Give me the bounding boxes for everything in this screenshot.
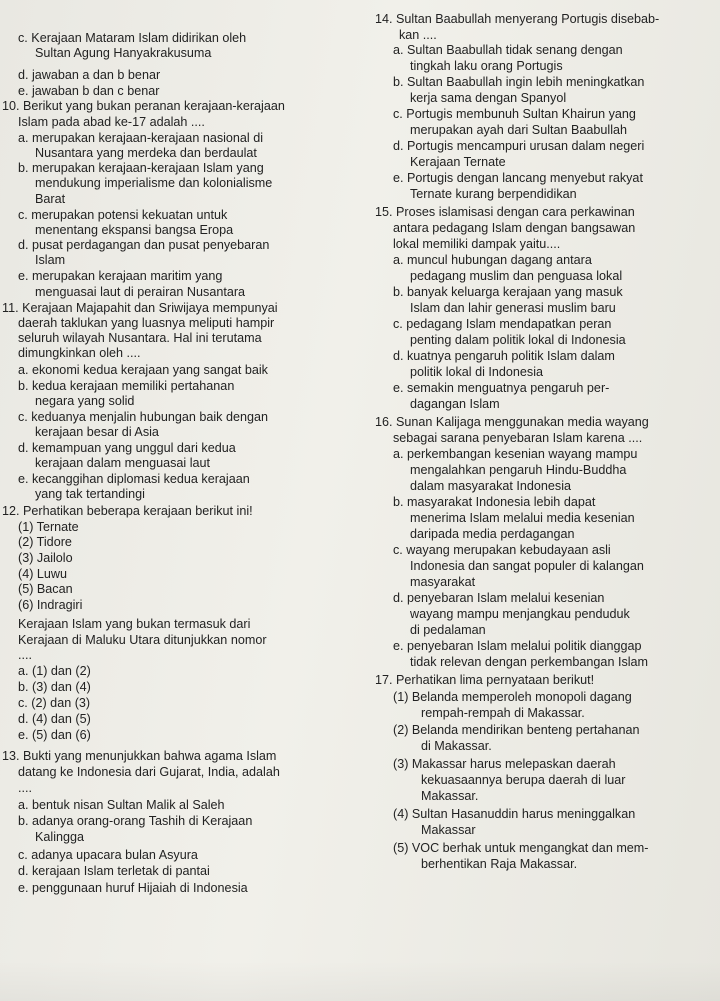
text-line: c. adanya upacara bulan Asyura bbox=[18, 848, 198, 862]
text-line: d. penyebaran Islam melalui kesenian bbox=[393, 591, 605, 605]
text-line: tingkah laku orang Portugis bbox=[410, 59, 563, 73]
text-line: c. merupakan potensi kekuatan untuk bbox=[18, 208, 228, 222]
text-line: wayang mampu menjangkau penduduk bbox=[410, 607, 630, 621]
text-line: d. jawaban a dan b benar bbox=[18, 68, 161, 82]
text-line: (1) Ternate bbox=[18, 520, 79, 534]
text-line: mengalahkan pengaruh Hindu-Buddha bbox=[410, 463, 627, 477]
text-line: 14. Sultan Baabullah menyerang Portugis disebab- bbox=[375, 12, 660, 26]
text-line: 17. Perhatikan lima pernyataan berikut! bbox=[375, 673, 595, 687]
text-line: (4) Luwu bbox=[18, 567, 67, 581]
text-line: e. kecanggihan diplomasi kedua kerajaan bbox=[18, 472, 250, 486]
text-line: Barat bbox=[35, 192, 66, 206]
text-line: a. merupakan kerajaan-kerajaan nasional di bbox=[18, 131, 264, 145]
text-line: kan .... bbox=[399, 28, 437, 42]
text-line: b. merupakan kerajaan-kerajaan Islam yang bbox=[18, 161, 264, 175]
text-line: kerajaan dalam menguasai laut bbox=[35, 456, 211, 470]
text-line: Kerajaan Islam yang bukan termasuk dari bbox=[18, 617, 251, 631]
text-line: e. penyebaran Islam melalui politik dianggap bbox=[393, 639, 642, 653]
text-line: rempah-rempah di Makassar. bbox=[421, 706, 585, 720]
paper-shadow bbox=[0, 961, 720, 1001]
text-line: daerah taklukan yang luasnya meliputi hampir bbox=[18, 316, 275, 330]
text-line: (4) Sultan Hasanuddin harus meninggalkan bbox=[393, 807, 636, 821]
text-line: (5) VOC berhak untuk mengangkat dan mem- bbox=[393, 841, 649, 855]
text-line: yang tak tertandingi bbox=[35, 487, 145, 501]
text-line: c. Portugis membunuh Sultan Khairun yang bbox=[393, 107, 636, 121]
text-line: e. jawaban b dan c benar bbox=[18, 84, 160, 98]
text-line: d. kemampuan yang unggul dari kedua bbox=[18, 441, 236, 455]
text-line: menentang ekspansi bangsa Eropa bbox=[35, 223, 234, 237]
text-line: daripada media perdagangan bbox=[410, 527, 575, 541]
text-line: e. (5) dan (6) bbox=[18, 728, 91, 742]
text-line: merupakan ayah dari Sultan Baabullah bbox=[410, 123, 628, 137]
text-line: c. keduanya menjalin hubungan baik dengan bbox=[18, 410, 268, 424]
text-line: c. wayang merupakan kebudayaan asli bbox=[393, 543, 611, 557]
text-line: Kerajaan di Maluku Utara ditunjukkan nomor bbox=[18, 633, 267, 647]
text-line: d. kuatnya pengaruh politik Islam dalam bbox=[393, 349, 615, 363]
text-line: pedagang muslim dan penguasa lokal bbox=[410, 269, 623, 283]
text-line: (6) Indragiri bbox=[18, 598, 83, 612]
text-line: seluruh wilayah Nusantara. Hal ini terutama bbox=[18, 331, 262, 345]
text-line: Makassar. bbox=[421, 789, 479, 803]
text-line: Islam bbox=[35, 253, 66, 267]
text-line: kerja sama dengan Spanyol bbox=[410, 91, 567, 105]
text-line: b. banyak keluarga kerajaan yang masuk bbox=[393, 285, 623, 299]
text-line: sebagai sarana penyebaran Islam karena .... bbox=[393, 431, 643, 445]
text-line: dagangan Islam bbox=[410, 397, 500, 411]
text-line: kerajaan besar di Asia bbox=[35, 425, 159, 439]
text-line: menerima Islam melalui media kesenian bbox=[410, 511, 635, 525]
text-line: negara yang solid bbox=[35, 394, 135, 408]
text-line: politik lokal di Indonesia bbox=[410, 365, 544, 379]
text-line: e. penggunaan huruf Hijaiah di Indonesia bbox=[18, 881, 248, 895]
text-line: b. adanya orang-orang Tashih di Kerajaan bbox=[18, 814, 253, 828]
text-line: di Makassar. bbox=[421, 739, 492, 753]
text-line: 10. Berikut yang bukan peranan kerajaan-kerajaan bbox=[2, 99, 285, 113]
text-line: Ternate kurang berpendidikan bbox=[410, 187, 577, 201]
text-line: d. pusat perdagangan dan pusat penyebaran bbox=[18, 238, 270, 252]
text-line: 16. Sunan Kalijaga menggunakan media wayang bbox=[375, 415, 649, 429]
text-line: mendukung imperialisme dan kolonialisme bbox=[35, 176, 273, 190]
text-line: b. (3) dan (4) bbox=[18, 680, 91, 694]
text-line: 13. Bukti yang menunjukkan bahwa agama Islam bbox=[2, 749, 277, 763]
text-line: Kalingga bbox=[35, 830, 85, 844]
text-line: b. Sultan Baabullah ingin lebih meningkatkan bbox=[393, 75, 645, 89]
text-line: a. ekonomi kedua kerajaan yang sangat baik bbox=[18, 363, 268, 377]
text-line: e. merupakan kerajaan maritim yang bbox=[18, 269, 223, 283]
text-line: 11. Kerajaan Majapahit dan Sriwijaya mempunyai bbox=[2, 301, 278, 315]
text-line: a. (1) dan (2) bbox=[18, 664, 91, 678]
text-line: berhentikan Raja Makassar. bbox=[421, 857, 578, 871]
text-line: 12. Perhatikan beberapa kerajaan berikut ini! bbox=[2, 504, 253, 518]
text-line: lokal memiliki dampak yaitu.... bbox=[393, 237, 561, 251]
text-line: 15. Proses islamisasi dengan cara perkawinan bbox=[375, 205, 635, 219]
text-line: Islam pada abad ke-17 adalah .... bbox=[18, 115, 205, 129]
text-line: Makassar bbox=[421, 823, 476, 837]
text-line: menguasai laut di perairan Nusantara bbox=[35, 285, 246, 299]
text-line: tidak relevan dengan perkembangan Islam bbox=[410, 655, 649, 669]
text-line: Nusantara yang merdeka dan berdaulat bbox=[35, 146, 257, 160]
text-line: a. bentuk nisan Sultan Malik al Saleh bbox=[18, 798, 225, 812]
text-line: Indonesia dan sangat populer di kalangan bbox=[410, 559, 644, 573]
text-line: c. pedagang Islam mendapatkan peran bbox=[393, 317, 612, 331]
text-line: e. Portugis dengan lancang menyebut rakyat bbox=[393, 171, 643, 185]
text-line: b. masyarakat Indonesia lebih dapat bbox=[393, 495, 596, 509]
text-line: d. Portugis mencampuri urusan dalam negeri bbox=[393, 139, 645, 153]
text-line: d. kerajaan Islam terletak di pantai bbox=[18, 864, 210, 878]
text-line: .... bbox=[18, 781, 32, 795]
text-line: c. (2) dan (3) bbox=[18, 696, 91, 710]
text-line: .... bbox=[18, 648, 32, 662]
text-line: dalam masyarakat Indonesia bbox=[410, 479, 572, 493]
text-line: b. kedua kerajaan memiliki pertahanan bbox=[18, 379, 235, 393]
text-line: (2) Belanda mendirikan benteng pertahanan bbox=[393, 723, 640, 737]
text-line: di pedalaman bbox=[410, 623, 486, 637]
text-line: e. semakin menguatnya pengaruh per- bbox=[393, 381, 610, 395]
text-line: d. (4) dan (5) bbox=[18, 712, 91, 726]
text-line: kekuasaannya berupa daerah di luar bbox=[421, 773, 626, 787]
text-line: penting dalam politik lokal di Indonesia bbox=[410, 333, 626, 347]
text-line: (1) Belanda memperoleh monopoli dagang bbox=[393, 690, 632, 704]
text-line: antara pedagang Islam dengan bangsawan bbox=[393, 221, 636, 235]
text-line: a. Sultan Baabullah tidak senang dengan bbox=[393, 43, 623, 57]
text-line: datang ke Indonesia dari Gujarat, India, adalah bbox=[18, 765, 280, 779]
text-line: a. perkembangan kesenian wayang mampu bbox=[393, 447, 638, 461]
text-line: (2) Tidore bbox=[18, 535, 72, 549]
text-line: dimungkinkan oleh .... bbox=[18, 346, 141, 360]
text-line: (3) Jailolo bbox=[18, 551, 73, 565]
text-line: (3) Makassar harus melepaskan daerah bbox=[393, 757, 616, 771]
text-line: c. Kerajaan Mataram Islam didirikan oleh bbox=[18, 31, 247, 45]
text-line: Kerajaan Ternate bbox=[410, 155, 506, 169]
text-line: (5) Bacan bbox=[18, 582, 73, 596]
text-line: Sultan Agung Hanyakrakusuma bbox=[35, 46, 212, 60]
text-line: Islam dan lahir generasi muslim baru bbox=[410, 301, 616, 315]
text-line: a. muncul hubungan dagang antara bbox=[393, 253, 592, 267]
text-line: masyarakat bbox=[410, 575, 476, 589]
